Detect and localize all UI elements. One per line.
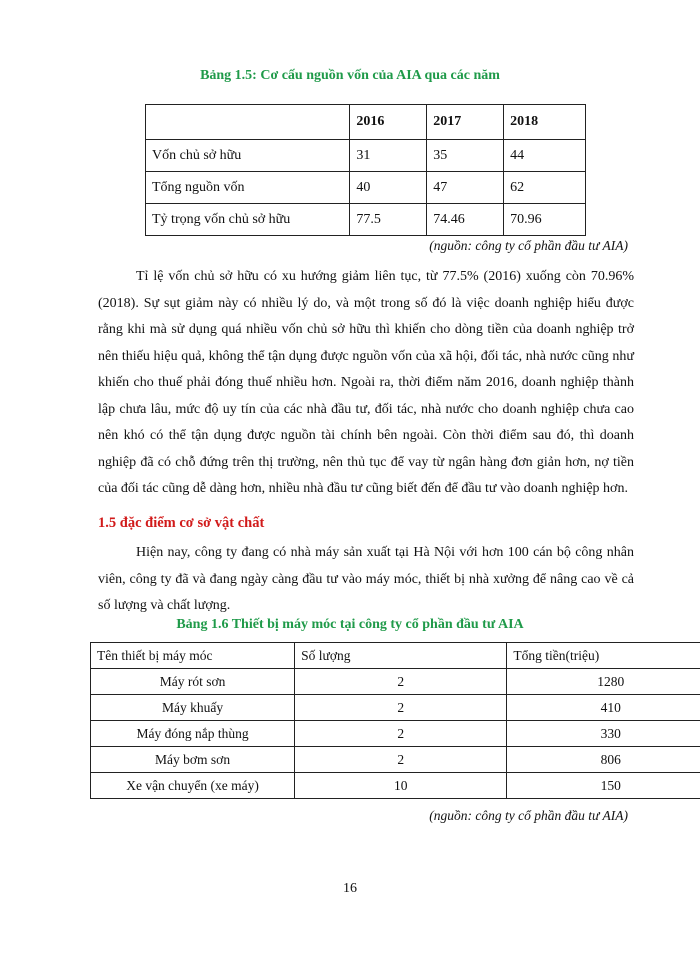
quantity-cell: 10 [295, 773, 507, 799]
quantity-cell: 2 [295, 721, 507, 747]
header-cell: 2018 [504, 105, 586, 140]
header-cell: 2016 [350, 105, 427, 140]
value-cell: 31 [350, 140, 427, 172]
total-cost-cell: 330 [507, 721, 700, 747]
table-row [91, 695, 700, 721]
value-cell: 77.5 [350, 204, 427, 236]
equipment-table [90, 642, 700, 799]
capital-structure-table [145, 104, 586, 236]
total-cost-cell: 410 [507, 695, 700, 721]
value-cell: 74.46 [427, 204, 504, 236]
quantity-cell: 2 [295, 747, 507, 773]
total-cost-cell: 150 [507, 773, 700, 799]
table-row [91, 773, 700, 799]
table-header-row [91, 643, 700, 669]
table-row [146, 204, 586, 236]
quantity-cell: 2 [295, 695, 507, 721]
header-cell: 2017 [427, 105, 504, 140]
header-cell: Tổng tiền(triệu) [507, 643, 700, 669]
equipment-name-cell: Máy đóng nắp thùng [91, 721, 295, 747]
table-row [91, 721, 700, 747]
table-caption-equipment: Bảng 1.6 Thiết bị máy móc tại công ty cổ phần đầu tư AIA [176, 617, 524, 632]
equipment-name-cell: Máy bơm sơn [91, 747, 295, 773]
value-cell: 62 [504, 172, 586, 204]
row-label-cell: Tổng nguồn vốn [146, 172, 350, 204]
value-cell: 40 [350, 172, 427, 204]
table-row [91, 669, 700, 695]
value-cell: 44 [504, 140, 586, 172]
header-cell [146, 105, 350, 140]
equipment-name-cell: Máy rót sơn [91, 669, 295, 695]
body-paragraph: Hiện nay, công ty đang có nhà máy sản xuất tại Hà Nội với hơn 100 cán bộ công nhân viên, công ty đã và đang ngày càng đầu tư vào máy móc, thiết bị nhà xưởng để nâng cao về cả số lượng và chất lượng. [98, 545, 634, 613]
table-row [91, 747, 700, 773]
value-cell: 35 [427, 140, 504, 172]
row-label-cell: Tỷ trọng vốn chủ sở hữu [146, 204, 350, 236]
value-cell: 47 [427, 172, 504, 204]
section-heading: 1.5 đặc điểm cơ sở vật chất [98, 515, 265, 531]
table-row [146, 172, 586, 204]
quantity-cell: 2 [295, 669, 507, 695]
equipment-name-cell: Máy khuấy [91, 695, 295, 721]
header-cell: Số lượng [295, 643, 507, 669]
header-cell: Tên thiết bị máy móc [91, 643, 295, 669]
table-source-note: (nguồn: công ty cổ phần đầu tư AIA) [429, 808, 628, 823]
total-cost-cell: 1280 [507, 669, 700, 695]
table-header-row [146, 105, 586, 140]
table-caption-capital-structure: Bảng 1.5: Cơ cấu nguồn vốn của AIA qua các năm [200, 68, 500, 83]
table-row [146, 140, 586, 172]
value-cell: 70.96 [504, 204, 586, 236]
body-paragraph: Tỉ lệ vốn chủ sở hữu có xu hướng giảm liên tục, từ 77.5% (2016) xuống còn 70.96% (2018). Sự sụt giảm này có nhiều lý do, và một trong số đó là việc doanh nghiệp hiểu được rằng khi mà sử dụng quá nhiều vốn chủ sở hữu thì khiến cho dòng tiền của doanh nghiệp trở nên thiếu hiệu quả, không thể tận dụng được nguồn vốn của xã hội, đối tác, nhà nước cũng như khiến cho thuế phải đóng thuế nhiều hơn. Ngoài ra, thời điểm năm 2016, doanh nghiệp thành lập chưa lâu, mức độ uy tín của các nhà đầu tư, đối tác, nhà nước cho doanh nghiệp chưa cao nên khó có thể tận dụng được nguồn tài chính bên ngoài. Còn thời điểm sau đó, thì doanh nghiệp đã có chỗ đứng trên thị trường, nên thủ tục để vay từ ngân hàng đơn giản hơn, nợ tiền của đối tác cũng dễ dàng hơn, nhiều nhà đầu tư cũng biết đến để đầu tư vào doanh nghiệp hơn. [98, 269, 634, 496]
total-cost-cell: 806 [507, 747, 700, 773]
page-number: 16 [343, 881, 357, 896]
table-source-note: (nguồn: công ty cổ phần đầu tư AIA) [429, 238, 628, 253]
row-label-cell: Vốn chủ sở hữu [146, 140, 350, 172]
equipment-name-cell: Xe vận chuyển (xe máy) [91, 773, 295, 799]
